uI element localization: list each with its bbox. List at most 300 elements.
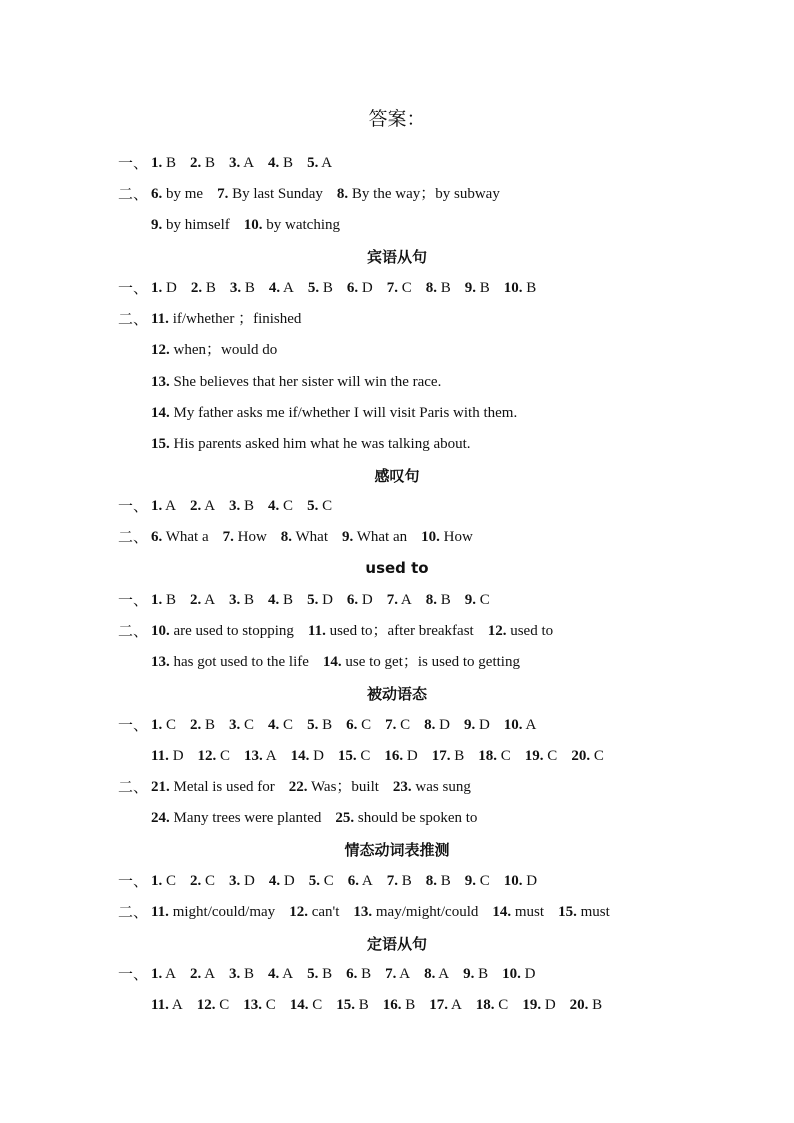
answer-item — [151, 592, 176, 608]
question-number: 18. — [478, 748, 498, 764]
answer-text: by watching — [262, 217, 340, 233]
answer-text: By the way；by subway — [348, 186, 500, 202]
answer-text: B — [162, 592, 177, 608]
question-number: 6. — [151, 186, 163, 202]
question-number: 2. — [190, 966, 202, 982]
answer-text: must — [576, 904, 610, 920]
answer-item — [151, 498, 176, 514]
answer-text: C — [590, 748, 604, 764]
answer-text: A — [201, 592, 216, 608]
answer-item — [426, 873, 451, 889]
answer-item — [289, 904, 339, 920]
answer-item — [190, 498, 215, 514]
question-number: 6. — [151, 529, 163, 545]
part-label: 二、 — [118, 185, 149, 203]
answer-text: A — [262, 748, 277, 764]
answer-row — [151, 964, 549, 984]
answer-text: used to — [506, 623, 554, 639]
answer-text: D — [168, 748, 184, 764]
answer-item — [338, 748, 371, 764]
answer-text: C — [308, 997, 323, 1013]
question-number: 13. — [244, 748, 263, 764]
answer-text: A — [396, 966, 411, 982]
answer-item — [229, 873, 255, 889]
answer-text: B — [476, 280, 490, 296]
question-number: 22. — [288, 779, 308, 795]
question-number: 4. — [268, 155, 280, 171]
question-number: 7. — [385, 966, 397, 982]
answer-text: A — [240, 155, 255, 171]
answer-text: B — [437, 592, 451, 608]
answer-row — [151, 652, 534, 672]
answer-item — [151, 436, 471, 452]
answer-row — [151, 403, 531, 423]
answer-item — [307, 966, 332, 982]
answer-item — [465, 873, 490, 889]
question-number: 11. — [151, 748, 169, 764]
answer-item — [151, 155, 176, 171]
answer-item — [337, 186, 500, 202]
question-number: 8. — [424, 717, 436, 733]
answer-text: used to；after breakfast — [325, 623, 474, 639]
answer-item — [269, 280, 294, 296]
answer-text: may/might/could — [372, 904, 479, 920]
answer-item — [432, 748, 465, 764]
question-number: 20. — [571, 748, 591, 764]
answer-text: C — [215, 997, 230, 1013]
answer-text: B — [401, 997, 416, 1013]
question-number: 3. — [229, 592, 241, 608]
section-heading: 被动语态 — [366, 685, 427, 703]
answer-item — [151, 904, 275, 920]
question-number: 8. — [425, 592, 438, 608]
answer-item — [268, 155, 293, 171]
question-number: 4. — [268, 873, 281, 889]
answer-text: B — [319, 280, 333, 296]
question-number: 11. — [307, 623, 326, 639]
question-number: 6. — [346, 717, 358, 733]
question-number: 6. — [346, 592, 359, 608]
answer-item — [268, 717, 293, 733]
question-number: 7. — [217, 186, 229, 202]
part-label: 一、 — [118, 279, 149, 297]
answer-item — [197, 997, 230, 1013]
answer-item — [230, 280, 255, 296]
answer-item — [281, 529, 328, 545]
question-number: 10. — [502, 966, 521, 982]
question-number: 1. — [151, 280, 163, 296]
answer-row — [151, 777, 485, 797]
part-label: 一、 — [118, 591, 149, 609]
answer-text: C — [240, 717, 255, 733]
answer-text: can't — [307, 904, 340, 920]
answer-item — [268, 592, 293, 608]
question-number: 17. — [429, 997, 449, 1013]
question-number: 9. — [342, 529, 354, 545]
question-number: 5. — [307, 498, 319, 514]
question-number: 20. — [569, 997, 589, 1013]
answer-item — [308, 623, 474, 639]
question-number: 5. — [307, 717, 319, 733]
answer-row — [151, 621, 567, 641]
answer-text: C — [201, 873, 216, 889]
answer-item — [384, 748, 417, 764]
answer-item — [346, 717, 371, 733]
question-number: 2. — [190, 155, 202, 171]
question-number: 6. — [346, 280, 359, 296]
answer-text: D — [318, 592, 333, 608]
answer-text: A — [398, 592, 412, 608]
answer-text: D — [435, 717, 450, 733]
answer-text: A — [358, 873, 373, 889]
answer-item — [151, 311, 301, 327]
answer-item — [346, 966, 371, 982]
answer-text: C — [497, 748, 511, 764]
answer-row — [151, 995, 616, 1015]
answer-text: Was；built — [307, 779, 379, 795]
answer-item — [190, 873, 215, 889]
answer-item — [289, 779, 379, 795]
answer-item — [223, 529, 267, 545]
answer-text: should be spoken to — [354, 810, 478, 826]
answer-text: D — [520, 966, 536, 982]
answer-text: B — [474, 966, 489, 982]
answer-item — [463, 966, 488, 982]
question-number: 3. — [229, 498, 241, 514]
answer-item — [190, 592, 215, 608]
answer-item — [151, 966, 176, 982]
answer-text: C — [162, 873, 177, 889]
answer-text: D — [280, 873, 295, 889]
answer-text: if/whether ；finished — [168, 311, 302, 327]
answer-item — [151, 717, 176, 733]
answer-item — [504, 873, 537, 889]
answer-row — [151, 527, 487, 547]
part-label: 一、 — [118, 154, 149, 172]
answer-text: D — [475, 717, 490, 733]
answer-row — [151, 746, 618, 766]
answer-item — [151, 342, 277, 358]
answer-item — [342, 529, 407, 545]
answer-text: D — [403, 748, 418, 764]
question-number: 13. — [151, 654, 170, 670]
answer-text: B — [162, 155, 177, 171]
question-number: 7. — [386, 280, 398, 296]
question-number: 25. — [335, 810, 355, 826]
answer-row — [151, 184, 514, 204]
answer-item — [198, 748, 231, 764]
answer-item — [290, 997, 323, 1013]
answer-text: C — [318, 498, 333, 514]
answer-item — [571, 748, 604, 764]
answer-text: C — [279, 717, 294, 733]
answer-item — [307, 498, 332, 514]
answer-item — [504, 280, 537, 296]
answer-row — [151, 590, 504, 610]
answer-text: by me — [162, 186, 204, 202]
answer-item — [269, 873, 295, 889]
question-number: 15. — [151, 436, 170, 452]
answer-item — [387, 592, 412, 608]
question-number: 5. — [308, 873, 320, 889]
answer-text: A — [435, 966, 450, 982]
answer-item — [353, 904, 478, 920]
answer-item — [151, 405, 517, 421]
part-label: 一、 — [118, 716, 149, 734]
answer-item — [151, 374, 441, 390]
answer-item — [244, 217, 340, 233]
part-label: 一、 — [118, 497, 149, 515]
question-number: 1. — [151, 498, 163, 514]
page-title: 答案： — [368, 108, 426, 130]
answer-item — [424, 966, 449, 982]
question-number: 8. — [425, 873, 438, 889]
question-number: 3. — [229, 155, 241, 171]
answer-item — [429, 997, 462, 1013]
answer-text: are used to stopping — [169, 623, 294, 639]
answer-item — [323, 654, 520, 670]
answer-item — [335, 810, 477, 826]
answer-text: She believes that her sister will win the race. — [169, 374, 442, 390]
question-number: 1. — [151, 155, 163, 171]
answer-row — [151, 496, 346, 516]
question-number: 15. — [558, 904, 577, 920]
answer-item — [229, 155, 254, 171]
question-number: 23. — [392, 779, 412, 795]
answer-item — [502, 966, 535, 982]
question-number: 7. — [386, 592, 398, 608]
question-number: 4. — [268, 498, 280, 514]
answer-text: might/could/may — [168, 904, 276, 920]
answer-item — [558, 904, 610, 920]
answer-text: My father asks me if/whether I will visit Paris with them. — [169, 405, 518, 421]
answer-item — [464, 717, 490, 733]
answer-text: C — [319, 873, 334, 889]
answer-text: C — [261, 997, 276, 1013]
answer-text: What — [292, 529, 329, 545]
answer-item — [151, 873, 176, 889]
question-number: 6. — [346, 966, 358, 982]
answer-row — [151, 153, 346, 173]
question-number: 9. — [151, 217, 163, 233]
answer-text: How — [439, 529, 473, 545]
answer-item — [465, 280, 490, 296]
answer-text: A — [201, 498, 216, 514]
question-number: 17. — [431, 748, 451, 764]
question-number: 3. — [229, 280, 242, 296]
part-label: 二、 — [118, 622, 149, 640]
answer-text: B — [240, 498, 255, 514]
question-number: 9. — [464, 592, 477, 608]
section-heading: 情态动词表推测 — [344, 841, 450, 859]
answer-row — [151, 715, 550, 735]
question-number: 5. — [307, 592, 319, 608]
answer-item — [383, 997, 416, 1013]
answer-text: B — [279, 155, 294, 171]
answer-item — [426, 280, 451, 296]
question-number: 8. — [336, 186, 349, 202]
question-number: 12. — [196, 997, 216, 1013]
question-number: 10. — [151, 623, 170, 639]
question-number: 2. — [190, 873, 202, 889]
answer-text: B — [202, 280, 216, 296]
question-number: 14. — [289, 997, 309, 1013]
answer-row — [151, 372, 455, 392]
part-label: 二、 — [118, 778, 149, 796]
answer-text: A — [168, 997, 183, 1013]
question-number: 11. — [151, 904, 169, 920]
answer-text: C — [543, 748, 558, 764]
question-number: 8. — [424, 966, 436, 982]
question-number: 4. — [268, 592, 280, 608]
question-number: 7. — [385, 717, 397, 733]
answer-item — [229, 592, 254, 608]
question-number: 24. — [151, 810, 170, 826]
answer-item — [476, 997, 509, 1013]
question-number: 12. — [151, 342, 170, 358]
answer-text: B — [240, 592, 255, 608]
answer-item — [190, 966, 215, 982]
answer-text: was sung — [411, 779, 471, 795]
answer-text: B — [588, 997, 603, 1013]
answer-text: C — [476, 592, 490, 608]
question-number: 7. — [222, 529, 234, 545]
question-number: 9. — [464, 873, 477, 889]
question-number: 12. — [487, 623, 507, 639]
question-number: 12. — [197, 748, 217, 764]
question-number: 9. — [463, 717, 476, 733]
answer-text: A — [279, 966, 294, 982]
question-number: 1. — [151, 873, 163, 889]
question-number: 8. — [280, 529, 293, 545]
answer-text: D — [309, 748, 324, 764]
answer-item — [151, 748, 184, 764]
question-number: 18. — [475, 997, 495, 1013]
answer-item — [217, 186, 323, 202]
answer-item — [426, 592, 451, 608]
question-number: 2. — [190, 717, 202, 733]
answer-text: D — [162, 280, 177, 296]
answer-item — [492, 904, 544, 920]
answer-text: B — [522, 280, 537, 296]
answer-item — [190, 717, 215, 733]
answer-text: C — [476, 873, 490, 889]
answer-item — [229, 717, 254, 733]
question-number: 10. — [503, 873, 523, 889]
answer-text: B — [357, 966, 372, 982]
question-number: 10. — [503, 280, 523, 296]
answer-text: A — [318, 155, 333, 171]
answer-text: must — [511, 904, 545, 920]
section-heading: 感叹句 — [374, 467, 420, 485]
section-heading: used to — [365, 559, 429, 577]
answer-item — [421, 529, 473, 545]
answer-text: Metal is used for — [169, 779, 275, 795]
answer-item — [504, 717, 537, 733]
answer-item — [190, 155, 215, 171]
answer-text: B — [437, 873, 451, 889]
answer-text: How — [233, 529, 267, 545]
answer-text: A — [201, 966, 216, 982]
answer-row — [151, 278, 550, 298]
answer-text: B — [398, 873, 412, 889]
answer-text: D — [522, 873, 538, 889]
question-number: 12. — [289, 904, 308, 920]
answer-item — [151, 217, 230, 233]
question-number: 13. — [243, 997, 262, 1013]
answer-item — [336, 997, 369, 1013]
answer-text: C — [357, 717, 372, 733]
answer-text: A — [280, 280, 294, 296]
answer-item — [307, 155, 332, 171]
answer-item — [348, 873, 373, 889]
question-number: 14. — [492, 904, 512, 920]
answer-item — [151, 280, 177, 296]
answer-row — [151, 340, 291, 360]
answer-item — [387, 280, 412, 296]
question-number: 10. — [503, 717, 523, 733]
answer-text: C — [494, 997, 509, 1013]
question-number: 16. — [384, 748, 404, 764]
question-number: 1. — [151, 592, 163, 608]
question-number: 19. — [524, 748, 544, 764]
answer-text: B — [437, 280, 451, 296]
answer-item — [387, 873, 412, 889]
question-number: 4. — [268, 717, 280, 733]
question-number: 11. — [151, 311, 169, 327]
answer-text: by himself — [162, 217, 230, 233]
question-number: 16. — [382, 997, 402, 1013]
question-number: 11. — [151, 997, 169, 1013]
part-label: 一、 — [118, 872, 149, 890]
answer-item — [478, 748, 511, 764]
answer-text: B — [279, 592, 294, 608]
question-number: 9. — [464, 280, 477, 296]
answer-item — [307, 717, 332, 733]
answer-row — [151, 902, 624, 922]
answer-text: By last Sunday — [228, 186, 323, 202]
answer-item — [151, 186, 203, 202]
answer-item — [151, 623, 294, 639]
question-number: 14. — [290, 748, 310, 764]
answer-item — [347, 280, 373, 296]
question-number: 8. — [425, 280, 438, 296]
question-number: 15. — [337, 748, 357, 764]
answer-text: B — [450, 748, 465, 764]
answer-text: B — [318, 717, 333, 733]
answer-item — [243, 997, 276, 1013]
answer-item — [229, 498, 254, 514]
answer-text: B — [355, 997, 369, 1013]
answer-text: B — [318, 966, 333, 982]
answer-text: C — [279, 498, 294, 514]
section-heading: 宾语从句 — [366, 248, 427, 266]
answer-item — [570, 997, 603, 1013]
question-number: 4. — [268, 280, 281, 296]
answer-item — [522, 997, 555, 1013]
question-number: 7. — [386, 873, 398, 889]
answer-text: What an — [353, 529, 408, 545]
answer-item — [268, 966, 293, 982]
question-number: 3. — [229, 966, 241, 982]
answer-text: use to get；is used to getting — [341, 654, 520, 670]
answer-text: A — [448, 997, 462, 1013]
question-number: 4. — [268, 966, 280, 982]
answer-item — [525, 748, 558, 764]
answer-text: B — [241, 280, 255, 296]
question-number: 5. — [307, 280, 320, 296]
answer-text: C — [356, 748, 371, 764]
